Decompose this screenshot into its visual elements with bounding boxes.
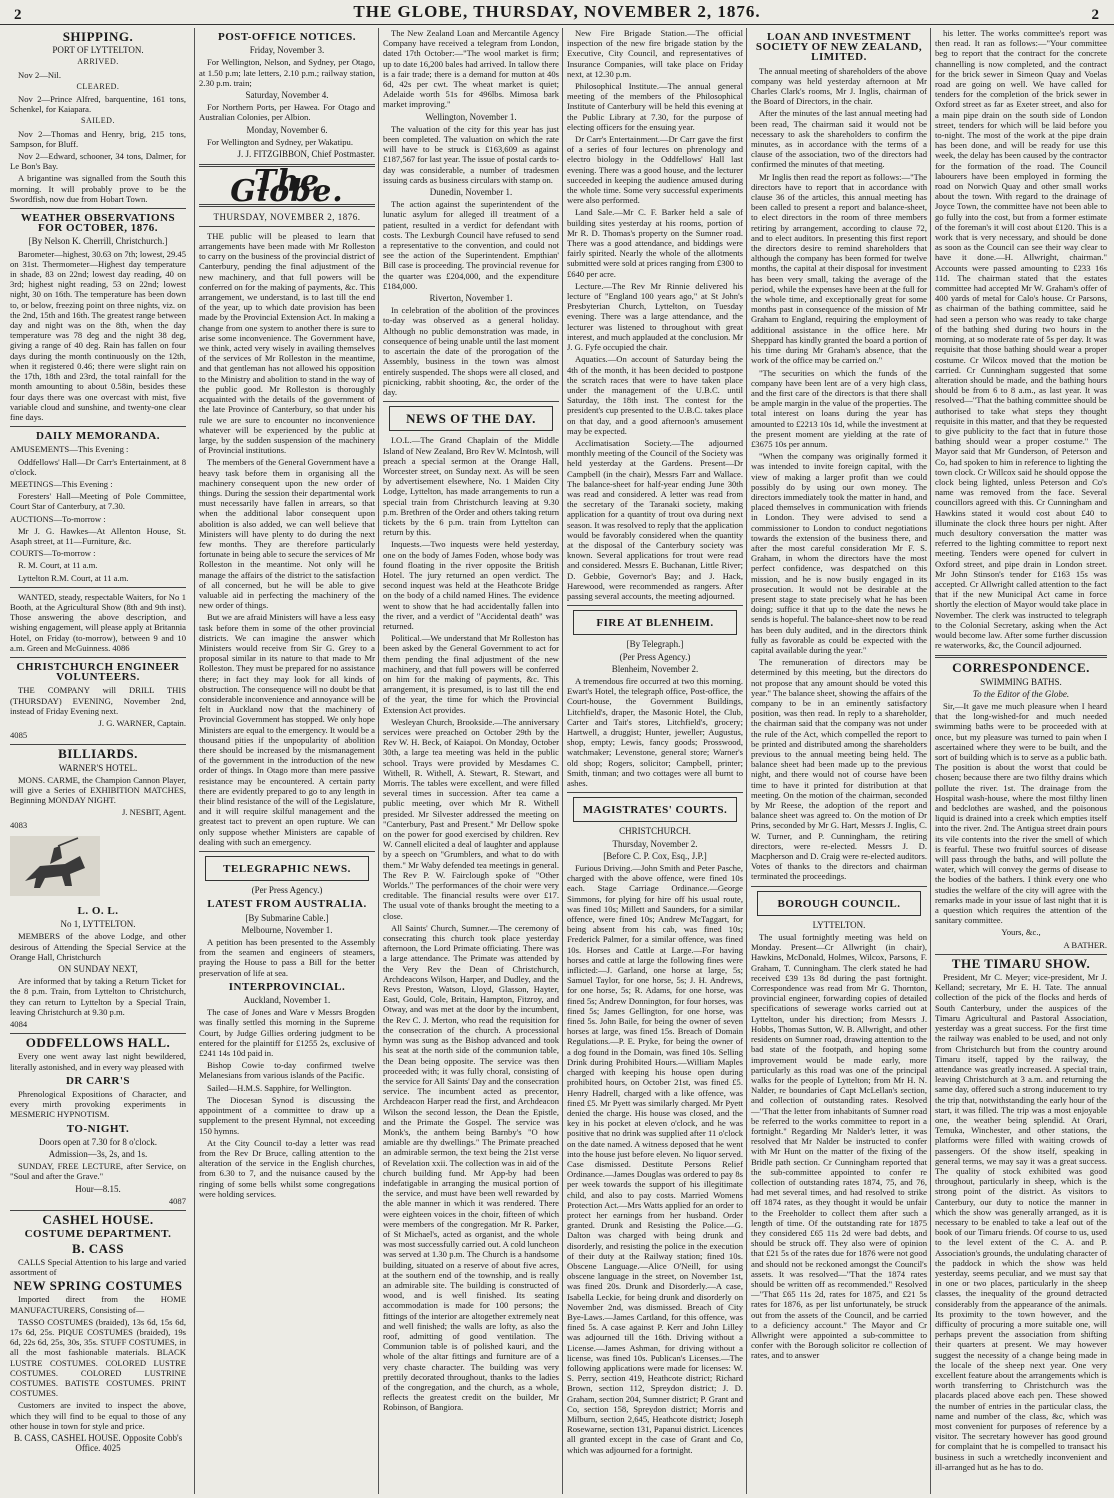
- borough-continued: his letter. The works committee's report was then read. It ran as follows:—"Your committee beg to report that the contract for the concrete channelling is now completed, and the contract for the brick sewer in Simeon Quay and Voelas road are going on well. We have called for tenders for the completion of the brick sewer in Oxford street as far as Exeter street, and also for a main pipe drain on the south side of London street, tenders for which will be laid before you to-night. The most of the work at the pipe drain has been done, and will be ready for use this week, the delay has been caused by the contractor for the formation of the road. The Council labourers have been employed in forming the road on Norwich Quay and other small works about the town. With regard to the drainage of Joyce Town, the committee have not been able to go fully into the cost, but from a former estimate of the foreman's it will cost about £120. This is a work that is very necessary, and should be done as soon as the Council can see their way clear to have it done.—H. Allwright, chairman." Accounts were passed amounting to £233 16s 11d. The chairman stated that the estates committee had accepted Mr W. Graham's offer of 400 yards of metal for Calo's house. Cr Parsons, as chairman of the bathing committee, said he had seen a person who was ready to take charge of the bathing shed during two hours in the morning, at so moderate rate of 5s per day. It was requisite that those bathing should wear a proper costume. Cr Wilcox moved that the motion be carried. Cr Cunningham suggested that some alteration should be made, and the bathing hours should be from 6 to 8 a.m., as last year. It was resolved—"That the bathing committee should be authorised to take what steps they thought requisite in this matter, and that they be requested to give publicity to the fact that in future those bathing should wear a proper costume." The Mayor said that Mr Gunderson, of Peterson and Co, had spoken to him in reference to lighting the town clock. Cr Willcox said he should oppose the clock being lighted, unless Peterson and Co's name was removed from the face. Several councillors agreed with this. Cr Cunningham and Hawkins stated it would cost about £40 to illuminate the clock three hours per night. After much desultory conversation the matter was referred to the lighting committee to report next meeting. Tenders were opened for culvert in Oxford street, and pipe drain in London street. Mr John Stinson's tender for £163 15s was accepted. Cr Allwright called attention to the fact that if the new Municipal Act came in force shortly the election of Mayor would take place in November. The clerk was instructed to telegraph to the Colonial Secretary, asking when the Act would become law. After some further discussion re waterworks, &c, the Council adjourned.: [935, 28, 1107, 651]
- fire-brigade-text: New Fire Brigade Station.—The official inspection of the new fire brigade station by the Executive, City Council, and representatives of Insurance Companies, will take place on Friday next, at 12.30 p.m.: [567, 28, 743, 79]
- amusements-text: Oddfellows' Hall—Dr Carr's Entertainment, at 8 o'clock.: [10, 456, 186, 477]
- oddfellows-dr: DR CARR'S: [65, 1074, 131, 1087]
- divider: [567, 792, 743, 793]
- auckland-text-2: Bishop Cowie to-day confirmed twelve Melanesians from various islands of the Pacific.: [199, 1060, 375, 1081]
- post-saturday: Saturday, November 4.: [245, 90, 329, 101]
- divider: [10, 1210, 186, 1211]
- divider: [199, 851, 375, 852]
- volunteers-text: THE COMPANY will DRILL THIS (THURSDAY) EVENING, November 2nd, instead of Friday Evening next.: [10, 685, 186, 716]
- borough-text: The usual fortnightly meeting was held on Monday. Present—Cr Allwright (in chair), Hawkins, McDonald, Holmes, Wilcox, Parsons, F. Graham, T. Cunningham. The clerk stated he had received £39 13s 8d during the past fortnight. Correspondence was read from Mr G. Thornton, provincial engineer, forwarding copies of detailed specifications of sewerage works carried out at Lyttelton, under his direction; from Messrs J. Hobbs, Thomas Sutton, W. B. Allwright, and other residents on Sumner road, drawing attention to the bad state of the footpath, and hoping some improvement would be made early, more particularly as this road was one of the principal walks for the people of Lyttelton; from Mr H. N. Nalder, re boundaries of Capt McLellan's section, and collection of outstanding rates. Resolved—"That the letter from inhabitants of Sumner road be referred to the works committee to report in a fortnight." Regarding Mr Nalder's letter, it was resolved that Mr Nalder be instructed to confer with Mr Hunt on the matter of the fixing of the Bridle path section. Cr Cunningham reported that the sub-committee appointed to confer re collection of outstanding rates 1874, 75, and 76, had met several times, and had resolved to strike off 1874 rates, as they thought it would be unfair to the Freeholder to collect them after such a length of time. Of the outstanding rate for 1875 they considered £65 11s 2d were bad debts, and should be struck off. They also were of opinion that £21 5s of the rates due for 1876 were not good and should not be reckoned amongst the Council's assets. It was resolved—"That the 1874 rates should be written off as recommended." Resolved—"That £65 11s 2d, rates for 1875, and £21 5s rates for 1876, as per list unfortunately, be struck out from the assets of the Council, and be carried to a deficiency account." The Mayor and Cr Allwright were appointed a sub-committee to confer with the Borough solicitor re collection of rates, and to answer: [751, 932, 927, 1361]
- borough-place: LYTTELTON.: [812, 919, 866, 930]
- leader-paragraph-3: But we are afraid Ministers will have a less easy task before them in some of the other provincial districts. We can imagine the answer which Ministers would receive from Sir G. Grey to a proposal similar in its nature to that made to Mr Rolleston. They must be prepared for no assistance there; in fact they may look for all kinds of obstruction. The consequence will no doubt be that considerable inconvenience and annoyance will be felt in Auckland now that the machinery of Provincial Government has stopped. We only hope Ministers are equal to the emergency. It would be a thousand pities if the unpopularity of abolition there should be increased by the mismanagement of the government in the introduction of the new order of things. In Otago more than mere passive resistance may be encountered. A certain party there are evidently prepared to go to any length in their blind resistance of the will of the Legislature, and it will require skilful management and the greatest tact to prevent an open rupture. We can only suppose whether Ministers are capable of dealing with such an emergency.: [199, 612, 375, 847]
- newspaper-columns: [10, 28, 1106, 1494]
- daily-memoranda-heading: DAILY MEMORANDA.: [36, 430, 160, 443]
- loan-text-6: The remuneration of directors may be determined by this meeting, but the directors do not propose that any amount should be voted this year." The balance sheet, showing the affairs of the company to be in an eminently satisfactory position, was then read. In reply to a shareholder, the chairman said that the company was not under the rule of the Act, which compelled the report to be printed and distributed among the shareholders previous to the annual meeting being held. The balance sheet had been made up to the previous night, and there would not of course have been time to have it printed for distribution at that meeting. On the motion of the chairman, seconded by Mr Reese, the adoption of the report and balance sheet was agreed to. On the motion of Dr Prins, seconded by Mr G. Hart, Messrs J. Inglis, C. W. Turner, and P. Cunningham, the retiring directors, were re-elected. Messrs J. D. Macpherson and D. Craig were re-elected auditors. Votes of thanks to the directors and chairman terminated the proceedings.: [751, 657, 927, 882]
- timaru-show-heading: THE TIMARU SHOW.: [951, 955, 1091, 971]
- oddfellows-admission: Admission—3s, 2s, and 1s.: [48, 1149, 148, 1160]
- arrived-text: Nov 2—Nil.: [18, 69, 61, 80]
- cass-items: TASSO COSTUMES (braided), 13s 6d, 15s 6d, 17s 6d, 25s. PIQUE COSTUMES (braided), 19s 6d, 22s 6d, 25s, 30s, 35s. STUFF COSTUMES, in all the most fashionable materials. BLACK LUSTRE COSTUMES. COLORED LUSTRE COSTUMES. COLORED LUSTRINE COSTUMES. BATISTE COSTUMES. PRINT COSTUMES.: [10, 1316, 186, 1399]
- meetings-label: MEETINGS—This Evening :: [10, 478, 113, 489]
- weather-byline: [By Nelson K. Cherrill, Christchurch.]: [28, 236, 168, 247]
- volunteers-signature: J. G. WARNER, Captain.: [98, 717, 186, 728]
- cass-text-3: Customers are invited to inspect the above, which they will find to be equal to those of any other house in town for style and price.: [10, 1400, 186, 1431]
- latest-australia-heading: LATEST FROM AUSTRALIA.: [207, 898, 367, 911]
- loan-text-4: "The securities on which the funds of the company have been lent are of a very high class, and the first care of the directors is that there shall be ample margin in the value of the properties. The total interest on loans during the year has amounted to £2213 10s 1d, while the investment at the present moment are yielding at the rate of £3675 10s per annum.: [751, 367, 927, 449]
- auckland-text: The case of Jones and Ware v Messrs Brogden was finally settled this morning in the Supreme Court, by Judge Gillies ordering judgment to be entered for the plaintiff for £1255 2s, exclusive of £241 14s 10d paid in.: [199, 1007, 375, 1059]
- carr-text: Dr Carr's Entertainment.—Dr Carr gave the first of a series of four lectures on phrenology and electro biology in the Oddfellows' Hall last evening. There was a good house, and the lecturer succeeded in keeping the audience amused during the whole time. Some very successful experiments were also performed.: [567, 134, 743, 206]
- column-2: [194, 28, 375, 1494]
- masthead-title: THE GLOBE, THURSDAY, NOVEMBER 2, 1876.: [353, 2, 761, 21]
- bcass-heading: B. CASS: [72, 1240, 124, 1256]
- cashel-heading: CASHEL HOUSE.: [42, 1212, 154, 1228]
- sailed-label: SAILED.: [81, 116, 115, 126]
- column-6: [930, 28, 1107, 1494]
- nz-loan-text: The New Zealand Loan and Mercantile Agency Company have received a telegram from London, dated 17th October:—"The wool market is firm; up to date 16,200 bales had arrived. In tallow there is a fair trade; there is a demand for mutton at 40s 6d, 42s per cwt. The wheat market is quiet; Adelaide worth 51s for 496lbs. Mimosa bark market improving.": [383, 28, 559, 110]
- divider: [935, 655, 1107, 658]
- post-monday: Monday, November 6.: [246, 124, 328, 135]
- courts-label: COURTS—To-morrow :: [10, 548, 96, 559]
- the-globe-nameplate: The Globe.: [230, 164, 344, 210]
- news-item-3: Political.—We understand that Mr Rolleston has been asked by the General Government to act for them pending the final adjustment of the new machinery, and that full powers will be conferred on him for the making of payments, &c. This arrangement, it is presumed, is to last till the end of the year, the time for which the Provincial Extension Act provides.: [383, 633, 559, 715]
- column-4: [562, 28, 743, 1494]
- divider: [935, 954, 1107, 955]
- timaru-text: President, Mr C. Meyer; vice-president, Mr J. Kelland; secretary, Mr E. H. Tate. The annual collection of the pick of the flocks and herds of South Canterbury, under the auspices of the Timaru Agricultural and Pastoral Association, yesterday was a great success. For the first time the railway was enabled to be used, and not only from Christchurch but from the country around Timaru itself, tapped by the railway, the attendance was greatly increased. A special train, leaving Christchurch at 3 a.m. and returning the same day, offered such a strong inducement to try the trip that, notwithstanding the early hour of the start, it was filled. The trip was a most enjoyable one, the weather being splendid. At Orari, Temuka, Winchester, and other stations, the platforms were filled with waiting crowds of passengers. Of the show itself, speaking in general terms, we may say it was a great success. The quality of stock exhibited was good throughout, particularly in sheep, which is the strong point of the district. As visitors to Canterbury, our duty to notice the manner in which the show was generally arranged, as it is necessary to be enabled to take a leaf out of the book of our Timaru friends. Of course to us, used to the level extent of the C. A. and P. Association's grounds, the undulating character of the paddock in which the show was held yesterday, seems peculiar, and we must say that in one or two places, particularly in the sheep classes, the inequality of the ground detracted considerably from the appearance of the animals. Its proximity to the town however, and the difficulty of procuring a more suitable one, will perhaps prevent the association from shifting their quarters at present. We may however suggest the necessity of a change being made in the locale of the sheep next year. One very excellent feature about the arrangements which is worth transferring to Christchurch was the placards placed above each pen. These showed the number of entries in the particular class, the name and number of the class, &c, which was most convenient for purposes of reference by a visitor. The secretary however has good ground for complaint that he is compelled to transact his business in such a wretchedly inconvenient and ill-arranged hut as he has to do.: [935, 972, 1107, 1472]
- loan-text-1: The annual meeting of shareholders of the above company was held yesterday afternoon at Mr Charles Clark's rooms, Mr J. Inglis, chairman of the Board of Directors, in the chair.: [751, 65, 927, 107]
- lol-number-2: 4084: [10, 1019, 28, 1030]
- lol-text-2: Are informed that by taking a Return Ticket for the 8 p.m. Train, from Lyttelton to Christchurch, they can return to Lyttelton by a Special Train, leaving Christchurch at 9.30 p.m.: [10, 976, 186, 1017]
- melbourne-text: A petition has been presented to the Assembly from the seamen and engineers of steamers, praying the House to pass a Bill for the better preservation of life at sea.: [199, 937, 375, 978]
- lol-text: MEMBERS of the above Lodge, and other desirous of Attending the Special Service at the Orange Hall, Christchurch: [10, 931, 186, 962]
- cass-text-2: Imported direct from the HOME MANUFACTURERS, Consisting of—: [10, 1294, 186, 1315]
- post-office-heading: POST-OFFICE NOTICES.: [218, 31, 356, 43]
- cleared-text: Nov 2—Prince Alfred, barquentine, 161 tons, Schenkel, for Kaiapara.: [10, 94, 186, 115]
- oddfellows-doors: Doors open at 7.30 for 8 o'clock.: [38, 1136, 158, 1147]
- swim-yours: Yours, &c.,: [1001, 927, 1041, 938]
- loan-text-2: After the minutes of the last annual meeting had been read, The chairman said it would not be necessary to ask the shareholders to confirm the minutes, as in accordance with the terms of a clause of the association, two of the directors had confirmed the minutes of that meeting.: [751, 108, 927, 170]
- dunedin-text: The action against the superintendent of the lunatic asylum for alleged ill treatment of a patient, resulted in a verdict for defendant with costs. The Lexburgh Council have refused to send a representative to the convention, and could not see the action of the Superintendent. Empthian' Bill case is proceeding. The provincial revenue for the quarter was £204,000, and the expenditure £184,000.: [383, 199, 559, 291]
- lol-sunday: ON SUNDAY NEXT,: [58, 964, 138, 975]
- riverton-text: In celebration of the abolition of the provinces to-day was observed as a general holiday. Although no public demonstration was made, in consequence of being unable until the last moment to ascertain the date of the prorogation of the Assembly, business in the town was almost entirely suspended. The shops were all closed, and picnicking, rabbit shooting, &c, the order of the day.: [383, 305, 559, 397]
- magistrates-place: CHRISTCHURCH.: [619, 826, 691, 837]
- arrived-label: ARRIVED.: [77, 57, 119, 67]
- lecture-text: Lecture.—The Rev Mr Rinnie delivered his lecture of "England 100 years ago," at St John's Presbyterian Church, Lyttelton, on Tuesday evening. There was a large attendance, and the lecturer was listened to throughout with great interest, and much applauded at the conclusion. Mr J. G. Fyfe occupied the chair.: [567, 280, 743, 353]
- auckland-text-4: The Diocesan Synod is discussing the appointment of a committee to draw up a supplement to the present Hymnal, not exceeding 150 hymns.: [199, 1094, 375, 1136]
- swimming-baths-heading: SWIMMING BATHS.: [980, 676, 1062, 687]
- sailed-text-2: Nov 2—Edward, schooner, 34 tons, Dalmer, for Le Bon's Bay.: [10, 151, 186, 172]
- loan-society-heading: LOAN AND INVESTMENT SOCIETY OF NEW ZEALAND, LIMITED.: [755, 31, 923, 64]
- lol-heading: L. O. L.: [77, 905, 119, 918]
- lol-number: No 1, LYTTELTON.: [60, 919, 136, 930]
- borough-council-heading: BOROUGH COUNCIL.: [777, 897, 901, 910]
- divider: [10, 744, 186, 745]
- news-item-5: All Saints' Church, Sumner.—The ceremony of consecrating this church took place yesterday afternoon, the Lord Primate officiating. There was a large attendance. The Primate was attended by the Very Rev the Dean of Christchurch, Archdeacons Wilson, Harper, and Dudley, and the Revs Preston, Watson, Lloyd, Glasson, Hayter, East, Gould, Cole, Britain, Hampton, Fitzroy, and Otway, and was met at the door by the incumbent, the Rev C. J. Merton, who read the requisition for the consecration of the church. A processional hymn was sung as the Bishop advanced and took his seat at the north side of the communion table, the Dean being opposite. The service was then proceeded with; it was fully choral, consisting of the service for All Saints' Day and the consecration service. The incumbent acted as precentor, Archdeacon Harper read the first, and Archdeacon Wilson the second lesson, the Dean the Epistle, and the Primate the Gospel. The service was Monk's, the anthem being Barnby's "O how amiable are thy dwellings." The Primate preached an admirable sermon, the text being the 21st verse of Revelation xxii. The collection was in aid of the church building fund. Mr App-by had been indefatigable in arranging the musical portion of the service, and must have been well rewarded by the able manner in which it was rendered. There were eighteen voices in the choir, fifteen of which were members of the congregation. Mr R. Parker, of St Michael's, acted as organist, and the whole was most successfully carried out. A cold luncheon was served at 1.30 p.m. The Church is a handsome building, situated on a reserve of about five acres, at the southern end of the township, and is really an admirable site. The building is constructed of wood, and is well finished. Its seating accommodation is made for 100 persons; the fittings of the interior are altogether extremely neat and well finished; the walls are lofty, as also the roof, admitting of good ventilation. The Communion table is of polished kauri, and the whole of the altar fittings and furniture are of a very chaste character. The building was very prettily decorated throughout, thanks to the ladies of the congregation, and the church, as a whole, reflects the greatest credit on the builder, Mr Robinson, of Bangiora.: [383, 922, 559, 1413]
- fire-dateline: Blenheim, November 2.: [611, 663, 699, 674]
- swim-text: Sir,—It gave me much pleasure when I heard that the long-wished-for and much needed swimming baths were to be proceeded with at once, but my pleasure was turned to pain when I ascertained where they were to be built, and the sort of building which is to serve as a public bath. The position is about the worst that could be chosen; because there are two filthy drains which pollute the river. 1st. The drainage from the Hospital wash-house, where the most filthy linen and bedclothes are washed, and the poisonous liquid is drained into a creek which empties itself into the river. 2nd. The Antigua street drain pours its vile contents into the river the smell of which is fearful. These two fruitful sources of disease will pass through the baths, and will pollute the water, which will convey the germs of disease to the bodies of the bathers. I think every one who studies the welfare of the city will agree with the remarks made in your issue of last night that it is a question which requires the attention of the sanitary committee.: [935, 701, 1107, 926]
- news-item-4: Wesleyan Church, Brookside.—The anniversary services were preached on October 29th by the Rev W. H. Beck, of Kaiapoi. On Monday, October 30th, a large tea meeting was held in the public school. Trays were provided by Mesdames C. Withell, R. Withell, A. Stewart, R. Stewart, and Morris. The tables were excellent, and were filled several times in succession. After tea came a public meeting, over which Mr R. Withell presided. Mr Silvester addressed the meeting on "Canterbury, Past and Present." Mr Dellow spoke on the power for good exercised by children. Rev W. Cannell elicited a deal of laughter and applause by a speech on "Grumblers, and what to do with them." Mr Waby defended tea meetings in general. The Rev P. W. Fairclough spoke of "Other Worlds." The performances of the choir were very creditable. The financial results were over £17. The usual vote of thanks brought the meeting to a close.: [383, 716, 559, 921]
- post-signature: J. J. FITZGIBBON, Chief Postmaster.: [237, 149, 375, 160]
- brigantine-note: A brigantine was signalled from the South this morning. It will probably prove to be the Swordfish, now due from Hobart Town.: [10, 173, 186, 204]
- costume-heading: COSTUME DEPARTMENT.: [24, 1228, 172, 1241]
- divider: [10, 1033, 186, 1034]
- amusements-label: AMUSEMENTS—This Evening :: [10, 444, 129, 455]
- wanted-ad: WANTED, steady, respectable Waiters, for No 1 Booth, at the Agricultural Show (8th and 9th inst). Those answering the above description, and wishing engagement, will please apply at Britannia Hotel, on Friday (to-morrow), between 9 and 10 a.m. Green and McGuinness. 4086: [10, 591, 186, 653]
- oddfellows-sunday: SUNDAY, FREE LECTURE, after Service, on "Soul and after the Grave.": [10, 1161, 186, 1182]
- shipping-heading: SHIPPING.: [62, 29, 134, 44]
- oddfellows-tonight: TO-NIGHT.: [66, 1122, 130, 1135]
- courts-text-1: R. M. Court, at 11 a.m.: [18, 560, 98, 571]
- page-number-right: 2: [1091, 7, 1100, 23]
- cable-byline: [By Submarine Cable.]: [245, 912, 329, 923]
- divider: [751, 886, 927, 887]
- aquatics-text: Aquatics.—On account of Saturday being the 4th of the month, it has been decided to postpone the scratch races that were to have taken place under the management of the U.B.C. until Saturday, the 18th inst. The contest for the president's cup presented to the U.B.C. takes place on that day, and a good afternoon's amusement may be expected.: [567, 354, 743, 436]
- issue-date: THURSDAY, NOVEMBER 2, 1876.: [213, 211, 361, 222]
- melbourne-dateline: Melbourne, November 1.: [241, 924, 333, 935]
- dunedin-dateline: Dunedin, November 1.: [429, 187, 513, 198]
- auctions-label: AUCTIONS—To-morrow :: [10, 513, 106, 524]
- page-number-left: 2: [14, 7, 23, 23]
- sailed-text-1: Nov 2—Thomas and Henry, brig, 215 tons, Sampson, for Bluff.: [10, 128, 186, 149]
- oddfellows-number: 4087: [168, 1195, 186, 1206]
- magistrates-date: Thursday, November 2.: [612, 838, 698, 849]
- divider: [567, 605, 743, 606]
- cass-signature: B. CASS, CASHEL HOUSE. Opposite Cobb's Office. 4025: [13, 1432, 183, 1454]
- post-monday-text: For Wellington and Sydney, per Wakatipu.: [207, 136, 353, 147]
- magistrates-before: [Before C. P. Cox, Esq., J.P.]: [603, 850, 707, 861]
- fire-agency: (Per Press Agency.): [619, 651, 691, 662]
- courts-text-2: Lyttelton R.M. Court, at 11 a.m.: [18, 572, 129, 583]
- weather-report: Barometer—highest, 30.63 on 7th; lowest, 29.45 on 31st. Thermometer—Highest day temperature in shade, 83 on 22nd; lowest day reading, 40 on 3rd; highest night reading, 53 on 22nd; lowest night, 30 on 16th. The temperature has been down to, or below, freezing point on three nights, viz. on the 2nd, 15th and 16th. The greatest range between day and night was on the 8th, when the day temperature was 78 deg and the night 38 deg, giving a range of 40 deg. Rain has fallen on four days during the month continuously on the 12th, when it registered 0.46; there were slight rain on the 17th, 18th and 23rd, the total rainfall for the month amounting to about 0.58in, besides these four days there was one overcast with mist, five variable cloud and sunshine, and twenty-one clear fine days.: [10, 248, 186, 422]
- telegraphic-news-heading: TELEGRAPHIC NEWS.: [223, 863, 351, 876]
- news-item-1: I.O.L.—The Grand Chaplain of the Middle Island of New Zealand, Bro Rev W. McIntosh, will preach a special sermon at the Orange Hall, Worcester street, on Sunday next. As will be seen by advertisement elsewhere, No. 1 Maiden City Lodge, Lyttelton, has made arrangements to run a special train from Christchurch leaving at 9.30 p.m. Brethren of the Order and others taking return tickets by the 6 p.m. train from Lyttelton can return by this.: [383, 435, 559, 538]
- post-saturday-text: For Northern Ports, per Hawea. For Otago and Australian Colonies, per Albion.: [199, 102, 375, 123]
- horseman-woodcut-icon: [10, 836, 100, 896]
- cass-text: CALLS Special Attention to his large and varied assortment of: [10, 1256, 186, 1277]
- loan-text-3: Mr Inglis then read the report as follows:—"The directors have to report that in accordance with clause 36 of the articles, this annual meeting has been called to present a report and balance-sheet, to elect directors in the room of three members retiring by arrangement, according to clause 72, and to elect auditors. In presenting this first report the directors desire to remind shareholders that although the company has been formed for twelve months, the capital at their disposal for investment has been very small, taking the average of the period, while the expenses have been at the full for the whole time, and exceptionally great for some months past in consequence of the mission of Mr Graham to England, requiring the employment of additional assistance in the office here. Mr Sheppard has kindly granted the board a portion of his time during Mr Graham's absence, that the work of the office may be carried on.": [751, 171, 927, 366]
- column-3: [378, 28, 559, 1494]
- billiards-text: MONS. CARME, the Champion Cannon Player, will give a Series of EXHIBITION MATCHES, Beginning MONDAY NIGHT.: [10, 774, 186, 806]
- oddfellows-text-2: Phrenological Expositions of Character, and every mirth provoking experiments in MESMERIC HYPNOTISM.: [10, 1089, 186, 1120]
- post-friday-text: For Wellington, Nelson, and Sydney, per Otago, at 1.50 p.m; late letters, 2.10 p.m.; railway station, 2.30 p.m. train;: [199, 57, 375, 88]
- news-item-2: Inquests.—Two inquests were held yesterday, one on the body of James Foden, whose body was found floating in the river opposite the British Hotel. The jury returned an open verdict. The second inquest was held at the Heathcote Bridge on the body of a child named Hines. The evidence went to show that he had accidentally fallen into the river, and a verdict of "Accidental death" was returned.: [383, 539, 559, 631]
- oddfellows-text: Every one went away last night bewildered, literally astonished, and in every way pleased with: [10, 1051, 186, 1072]
- divider: [10, 426, 186, 427]
- fire-telegraph: [By Telegraph.]: [626, 639, 684, 650]
- leader-paragraph-2: The members of the General Government have a heavy task before them in organising all the machinery consequent upon the new order of things. During the session their departmental work must necessarily have fallen in arrears, so that when the additional labor consequent upon abolition is also added, we can well believe that Ministers will have plenty to do during the next few months. They are therefore particularly fortunate in being able to secure the services of Mr Rolleston in the meantime. Not only will he manage the affairs of the district to the satisfaction of all concerned, but he will be able to give valuable aid in perfecting the machinery of the new order of things.: [199, 457, 375, 611]
- divider: [10, 208, 186, 209]
- interprovincial-heading: INTERPROVINCIAL.: [228, 980, 346, 993]
- newspaper-masthead: [0, 0, 1114, 25]
- auckland-text-3: Sailed—H.M.S. Sapphire, for Wellington.: [207, 1082, 352, 1093]
- post-friday: Friday, November 3.: [249, 45, 325, 56]
- volunteers-heading: CHRISTCHURCH ENGINEER VOLUNTEERS.: [16, 660, 180, 684]
- billiards-number: 4083: [10, 819, 28, 830]
- wellington-dateline: Wellington, November 1.: [425, 111, 517, 122]
- oddfellows-heading: ODDFELLOWS HALL.: [25, 1035, 171, 1051]
- divider: [10, 587, 186, 588]
- column-5: [746, 28, 927, 1494]
- auctions-text: Mr J. G. Hawkes—At Allenton House, St. Asaph street, at 11—Furniture, &c.: [10, 525, 186, 546]
- oddfellows-hour: Hour—8.15.: [75, 1183, 121, 1194]
- divider: [199, 226, 375, 227]
- riverton-dateline: Riverton, November 1.: [429, 293, 513, 304]
- auckland-dateline: Auckland, November 1.: [243, 995, 331, 1006]
- fire-text: A tremendous fire occurred at two this morning. Ewart's Hotel, the telegraph office, Post-office, the Court-house, the Government Buildings, Litchfield's, draper, the Masonic Hotel, the Club, Carter and Tait's stores, Litchfield's, grocery; Hartwell, a druggist; Hunter, jeweller; Augustus, shop, empty; Lewis, fancy goods; Prosswood, watchmaker; Levenstone, general store; Warner's old shop; Rogers, solicitor; Campbell, printer; Smith, tinman; and two cottages were all burnt to ashes.: [567, 675, 743, 789]
- weather-heading: WEATHER OBSERVATIONS FOR OCTOBER, 1876.: [20, 212, 176, 235]
- correspondence-heading: CORRESPONDENCE.: [952, 660, 1090, 676]
- cass-new-costumes: NEW SPRING COSTUMES: [13, 1278, 183, 1294]
- billiards-heading: BILLIARDS.: [58, 746, 138, 762]
- philosophical-text: Philosophical Institute.—The annual general meeting of the members of the Philosophical Institute of Canterbury will be held this evening at the Public Library at 7.30, for the purpose of electing officers for the ensuing year.: [567, 81, 743, 132]
- volunteers-number: 4085: [10, 730, 28, 741]
- fire-blenheim-heading: FIRE AT BLENHEIM.: [596, 617, 714, 630]
- acclimatisation-text: Acclimatisation Society.—The adjourned monthly meeting of the Council of the Society was held yesterday at the Gardens. Present—Dr Campbell (in the chair), Messrs Farr and Wallace. The balance-sheet for half-year ending June 30th was read and considered. A letter was read from the secretary of the Taranaki society, making application for a quantity of trout ova during next season. It was resolved to reply that the application would be favorably considered when the quantity at the disposal of the Canterbury society was known. Several applications for trout were read and considered. Messrs E. Buchanan, Little River; D. Gebbie, Governor's Bay; and J. Hack, Harewood, were recommended as rangers. After passing several accounts, the meeting adjourned.: [567, 437, 743, 601]
- wellington-text: The valuation of the city for this year has just been completed. The valuation on which the rate will have to be struck is £163,609 as against £187,567 for last year. The issue of postal cards to-day was considerable, a number of tradesmen issuing cards as business circulars with stamp on.: [383, 123, 559, 185]
- port-heading: PORT OF LYTTELTON.: [52, 45, 144, 56]
- leader-paragraph-1: THE public will be pleased to learn that arrangements have been made with Mr Rolleston to carry on the business of the provincial district of Canterbury, pending the final adjustment of the new machinery, and that full powers will be conferred on for the making of payments, &c. This arrangement, we understand, is to last till the end of the year, up to which date provision has been made by the Provincial Extension Act. In making a change from one system to another there is sure to arise some inconvenience. The Government have, we think, acted very wisely in availing themselves of the services of Mr Rolleston in the meantime, and that gentleman has not allowed his opposition to the Ministry and abolition to stand in the way of the public good. Mr Rolleston is thoroughly acquainted with the details of the government of the late Province of Canterbury, so that under his rule we are sure to encounter no inconvenience whatever will be experienced by the public at large, by the sudden suspension of the machinery of Provincial institutions.: [199, 230, 375, 456]
- telegraphic-agency: (Per Press Agency.): [251, 885, 323, 896]
- auckland-text-5: At the City Council to-day a letter was read from the Rev Dr Bruce, calling attention to the alteration of the service in the English churches, from 6.30 to 7, and the nuisance caused by the ringing of some bells whilst some congregations were holding services.: [199, 1137, 375, 1199]
- news-of-the-day-heading: NEWS OF THE DAY.: [406, 411, 536, 427]
- meetings-text: Foresters' Hall—Meeting of Pole Committee, Court Star of Canterbury, at 7.30.: [10, 491, 186, 512]
- billiards-signature: J. NESBIT, Agent.: [121, 807, 186, 818]
- billiards-hotel: WARNER'S HOTEL.: [58, 762, 138, 773]
- divider: [10, 657, 186, 658]
- land-sale-text: Land Sale.—Mr C. F. Barker held a sale of building sites yesterday at his rooms, portion of Mr R. D. Thomas's property on the Sumner road. There was a good attendance, and biddings were fairly spirited. Nearly the whole of the allotments submitted were sold at prices ranging from £300 to £640 per acre.: [567, 207, 743, 279]
- magistrates-text: Furious Driving.—John Smith and Peter Pasche, charged with the above offence, were fined 10s each. Stage Carriage Ordinance.—George Simmons, for plying for hire off his usual route, was fined 10s; Millett and Saunders, for a similar offence, were fined 10s; Andrew McTaggart, for being absent from his cab, was fined 10s; Frederick Palmer, for a similar offence, was fined 10s. Horses and Cattle at Large.—For having horses and cattle at large the following fines were inflicted:—J. Garland, one horse at large, 5s; Samuel Taylor, for one horse, 5s; J. H. Andrews, for one horse, 5s; R. Adams, for one horse, was fined 5s; Andrew Donnington, for four horses, was fined 5s; James Gellington, for one horse, was fined 5s. John Baile, for being the owner of seven horses at large, was fined 15s. Breach of Domain Regulations.—P. E. Pryke, for being the owner of a dog found in the Domain, was fined 10s. Selling Drink during Prohibited Hours.—William Maples charged with keeping his house open during prohibited hours, on October 21st, was fined £5. Henry Hadrell, charged with a like offence, was fined £5. Mr Pyett was similarly charged. Mr Pyett denied the charge. His house was closed, and the key in his pocket at eleven o'clock, and he was positive that no drink was supplied after 11 o'clock on the date named. A witness deposed that he went into the house just before eleven. No liquor served. Case dismissed. Destitute Persons Relief Ordinance.—James Douglas was ordered to pay 8s per week towards the support of his illegitimate child, and also to pay costs. Married Womens Protection Act.—Mrs Watts applied for an order to protect her earnings from her husband. Order granted. Drunk and Resisting the Police.—G. Dalton was charged with being drunk and disorderly, and resisting the police in the execution of their duty at the Railway station; fined 10s. Obscene Language.—Alice O'Neill, for using obscene language in the street, on November 1st, was fined 20s. Drunk and Disorderly.—A case, Isabella Leckie, for being drunk and disorderly on November 2nd, was dismissed. Breach of City Bye-Laws.—James Cartland, for this offence, was fined 5s. A case against P. Kerr and John Lilley was adjourned till the 16th. Driving without a License.—James Ashman, for driving without a license, was fined 10s. Publican's Licenses.—The following applications were made for licenses: W. S. Perry, section 419, Heathcote district; Richard Brown, section 112, Spreydon district; J. D. Graham, section 204, Sumner district; P. Grant and Co, section 158, Spreydon district; Morris and Milburn, section 2,645, Heathcote district; Joseph Rosewarne, section 131, Papanui district. Licences all granted except in the case of Grant and Co, which was adjourned for a fortnight.: [567, 863, 743, 1455]
- magistrates-heading: MAGISTRATES' COURTS.: [582, 804, 728, 817]
- column-1: [10, 28, 186, 1494]
- cleared-label: CLEARED.: [76, 81, 120, 91]
- swim-signature: A BATHER.: [1063, 939, 1107, 950]
- divider: [383, 401, 559, 402]
- loan-text-5: "When the company was originally formed it was intended to invite foreign capital, with the view of making a larger profit than we could possibly do by using our own money. The directors immediately took the matter in hand, and placed themselves in communication with friends in London. They were advised to send a commissioner to London to conduct negotiations towards the extension of the business there, and after the most careful consideration Mr F. S. Graham, in whom the directors have the most perfect confidence, was despatched on this mission, and he is now busily engaged in its prosecution. It would not be desirable at the present stage to state precisely what he has been doing; suffice it that up to the date the news he sends is hopeful. The balance-sheet now to be read has been duly audited, and in the directors think fully as favorable as could be expected with the capital available during the year.": [751, 451, 927, 655]
- swim-to-editor: To the Editor of the Globe.: [972, 688, 1070, 699]
